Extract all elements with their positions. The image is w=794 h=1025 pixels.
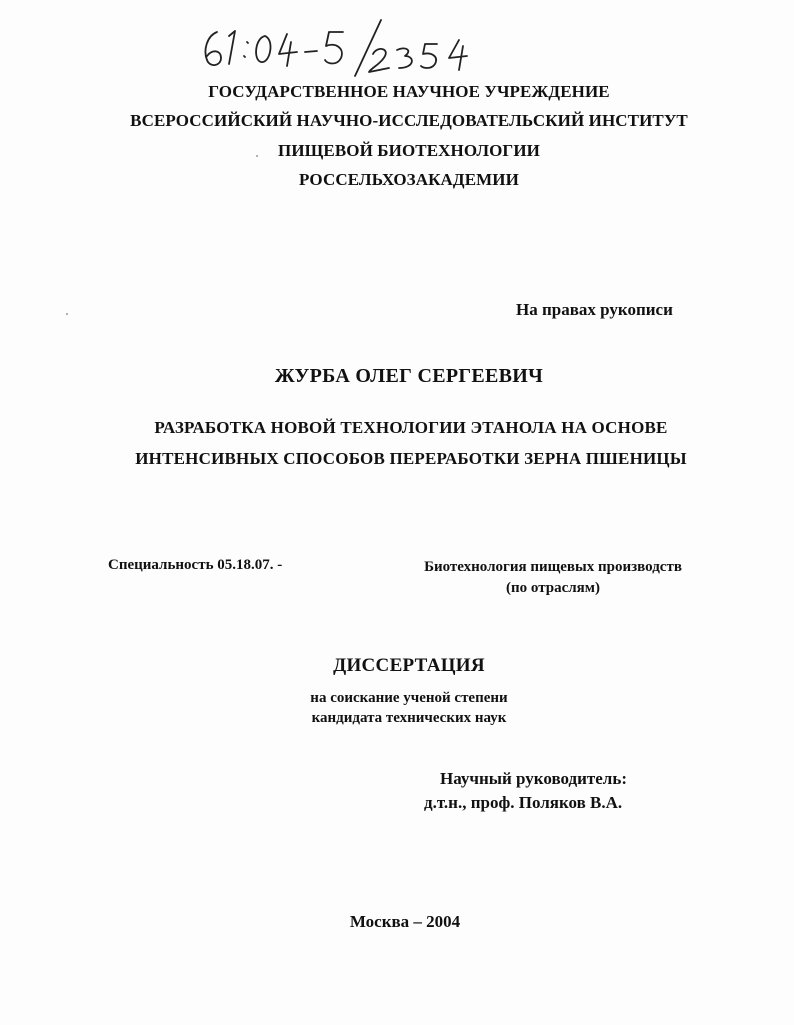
specialty-name-line-1: Биотехнология пищевых производств [424, 559, 682, 575]
degree-line-1: на соискание ученой степени [310, 690, 508, 706]
institution-line-3: ПИЩЕВОЙ БИОТЕХНОЛОГИИ [278, 141, 540, 160]
handwritten-archive-number [195, 18, 485, 80]
institution-line-1: ГОСУДАРСТВЕННОЕ НАУЧНОЕ УЧРЕЖДЕНИЕ [208, 82, 610, 101]
manuscript-rights-note: На правах рукописи [516, 300, 673, 319]
supervisor-label: Научный руководитель: [440, 769, 627, 788]
specialty-name [398, 557, 708, 599]
institution-line-4: РОССЕЛЬХОЗАКАДЕМИИ [299, 170, 519, 189]
author-name: ЖУРБА ОЛЕГ СЕРГЕЕВИЧ [274, 365, 544, 387]
scan-speck [256, 155, 258, 157]
thesis-title-line-2: ИНТЕНСИВНЫХ СПОСОБОВ ПЕРЕРАБОТКИ ЗЕРНА ПШЕНИЦЫ [135, 449, 687, 468]
document-type: ДИССЕРТАЦИЯ [333, 655, 485, 676]
supervisor-name: д.т.н., проф. Поляков В.А. [424, 793, 623, 812]
specialty-label: Специальность 05.18.07. - [108, 557, 283, 573]
city-year: Москва – 2004 [349, 912, 461, 931]
scan-speck [66, 313, 68, 315]
handwritten-signature-image [195, 18, 485, 80]
institution-line-2: ВСЕРОССИЙСКИЙ НАУЧНО-ИССЛЕДОВАТЕЛЬСКИЙ ИНСТИТУТ [130, 111, 688, 130]
degree-line-2: кандидата технических наук [311, 710, 507, 726]
specialty-name-line-2: (по отраслям) [506, 580, 600, 596]
thesis-title-line-1: РАЗРАБОТКА НОВОЙ ТЕХНОЛОГИИ ЭТАНОЛА НА ОСНОВЕ [154, 418, 668, 437]
